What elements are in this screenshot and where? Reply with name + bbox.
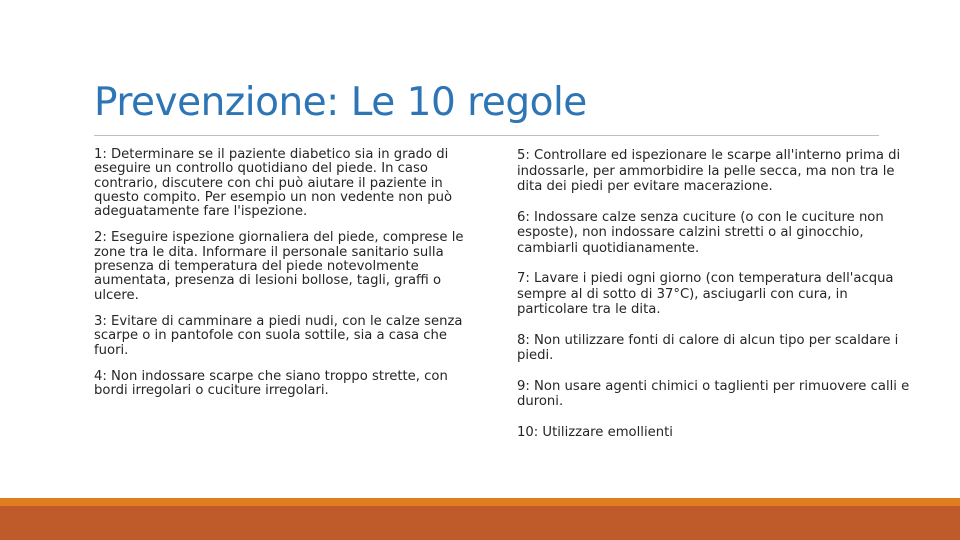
rule-item-7: 7: Lavare i piedi ogni giorno (con temperatura dell'acqua sempre al di sotto di 37°C), asciugarli con cura, in particolare tra le dita. bbox=[517, 271, 894, 317]
rule-item-10: 10: Utilizzare emollienti bbox=[517, 424, 673, 440]
rule-item-3: 3: Evitare di camminare a piedi nudi, con le calze senza scarpe o in pantofole con suola sottile, sia a casa che fuori. bbox=[94, 313, 463, 358]
footer-accent-stripe bbox=[0, 498, 960, 506]
title-divider bbox=[94, 135, 879, 136]
rule-item-9: 9: Non usare agenti chimici o taglienti per rimuovere calli e duroni. bbox=[517, 378, 910, 409]
rule-item-1: 1: Determinare se il paziente diabetico sia in grado di eseguire un controllo quotidiano del piede. In caso contrario, discutere con chi può aiutare il paziente in questo compito. Per esempio un non vedente non può adeguatamente fare l'ispezione. bbox=[94, 147, 453, 220]
rule-item-6: 6: Indossare calze senza cuciture (o con le cuciture non esposte), non indossare calzini stretti o al ginocchio, cambiarli quotidianamente. bbox=[517, 209, 884, 256]
rules-column-left bbox=[94, 148, 484, 410]
rules-column-right bbox=[517, 148, 912, 455]
slide-title: Prevenzione: Le 10 regole bbox=[94, 80, 587, 125]
rule-item-5: 5: Controllare ed ispezionare le scarpe all'interno prima di indossarle, per ammorbidire la pelle secca, ma non tra le dita dei piedi per evitare macerazione. bbox=[517, 148, 901, 194]
rule-item-8: 8: Non utilizzare fonti di calore di alcun tipo per scaldare i piedi. bbox=[517, 332, 899, 363]
rule-item-4: 4: Non indossare scarpe che siano troppo strette, con bordi irregolari o cuciture irregolari. bbox=[94, 368, 448, 399]
rule-item-2: 2: Eseguire ispezione giornaliera del piede, comprese le zone tra le dita. Informare il personale sanitario sulla presenza di temperatura del piede notevolmente aumentata, presenza di lesioni bollose, tagli, graffi o ulcere. bbox=[94, 230, 464, 303]
